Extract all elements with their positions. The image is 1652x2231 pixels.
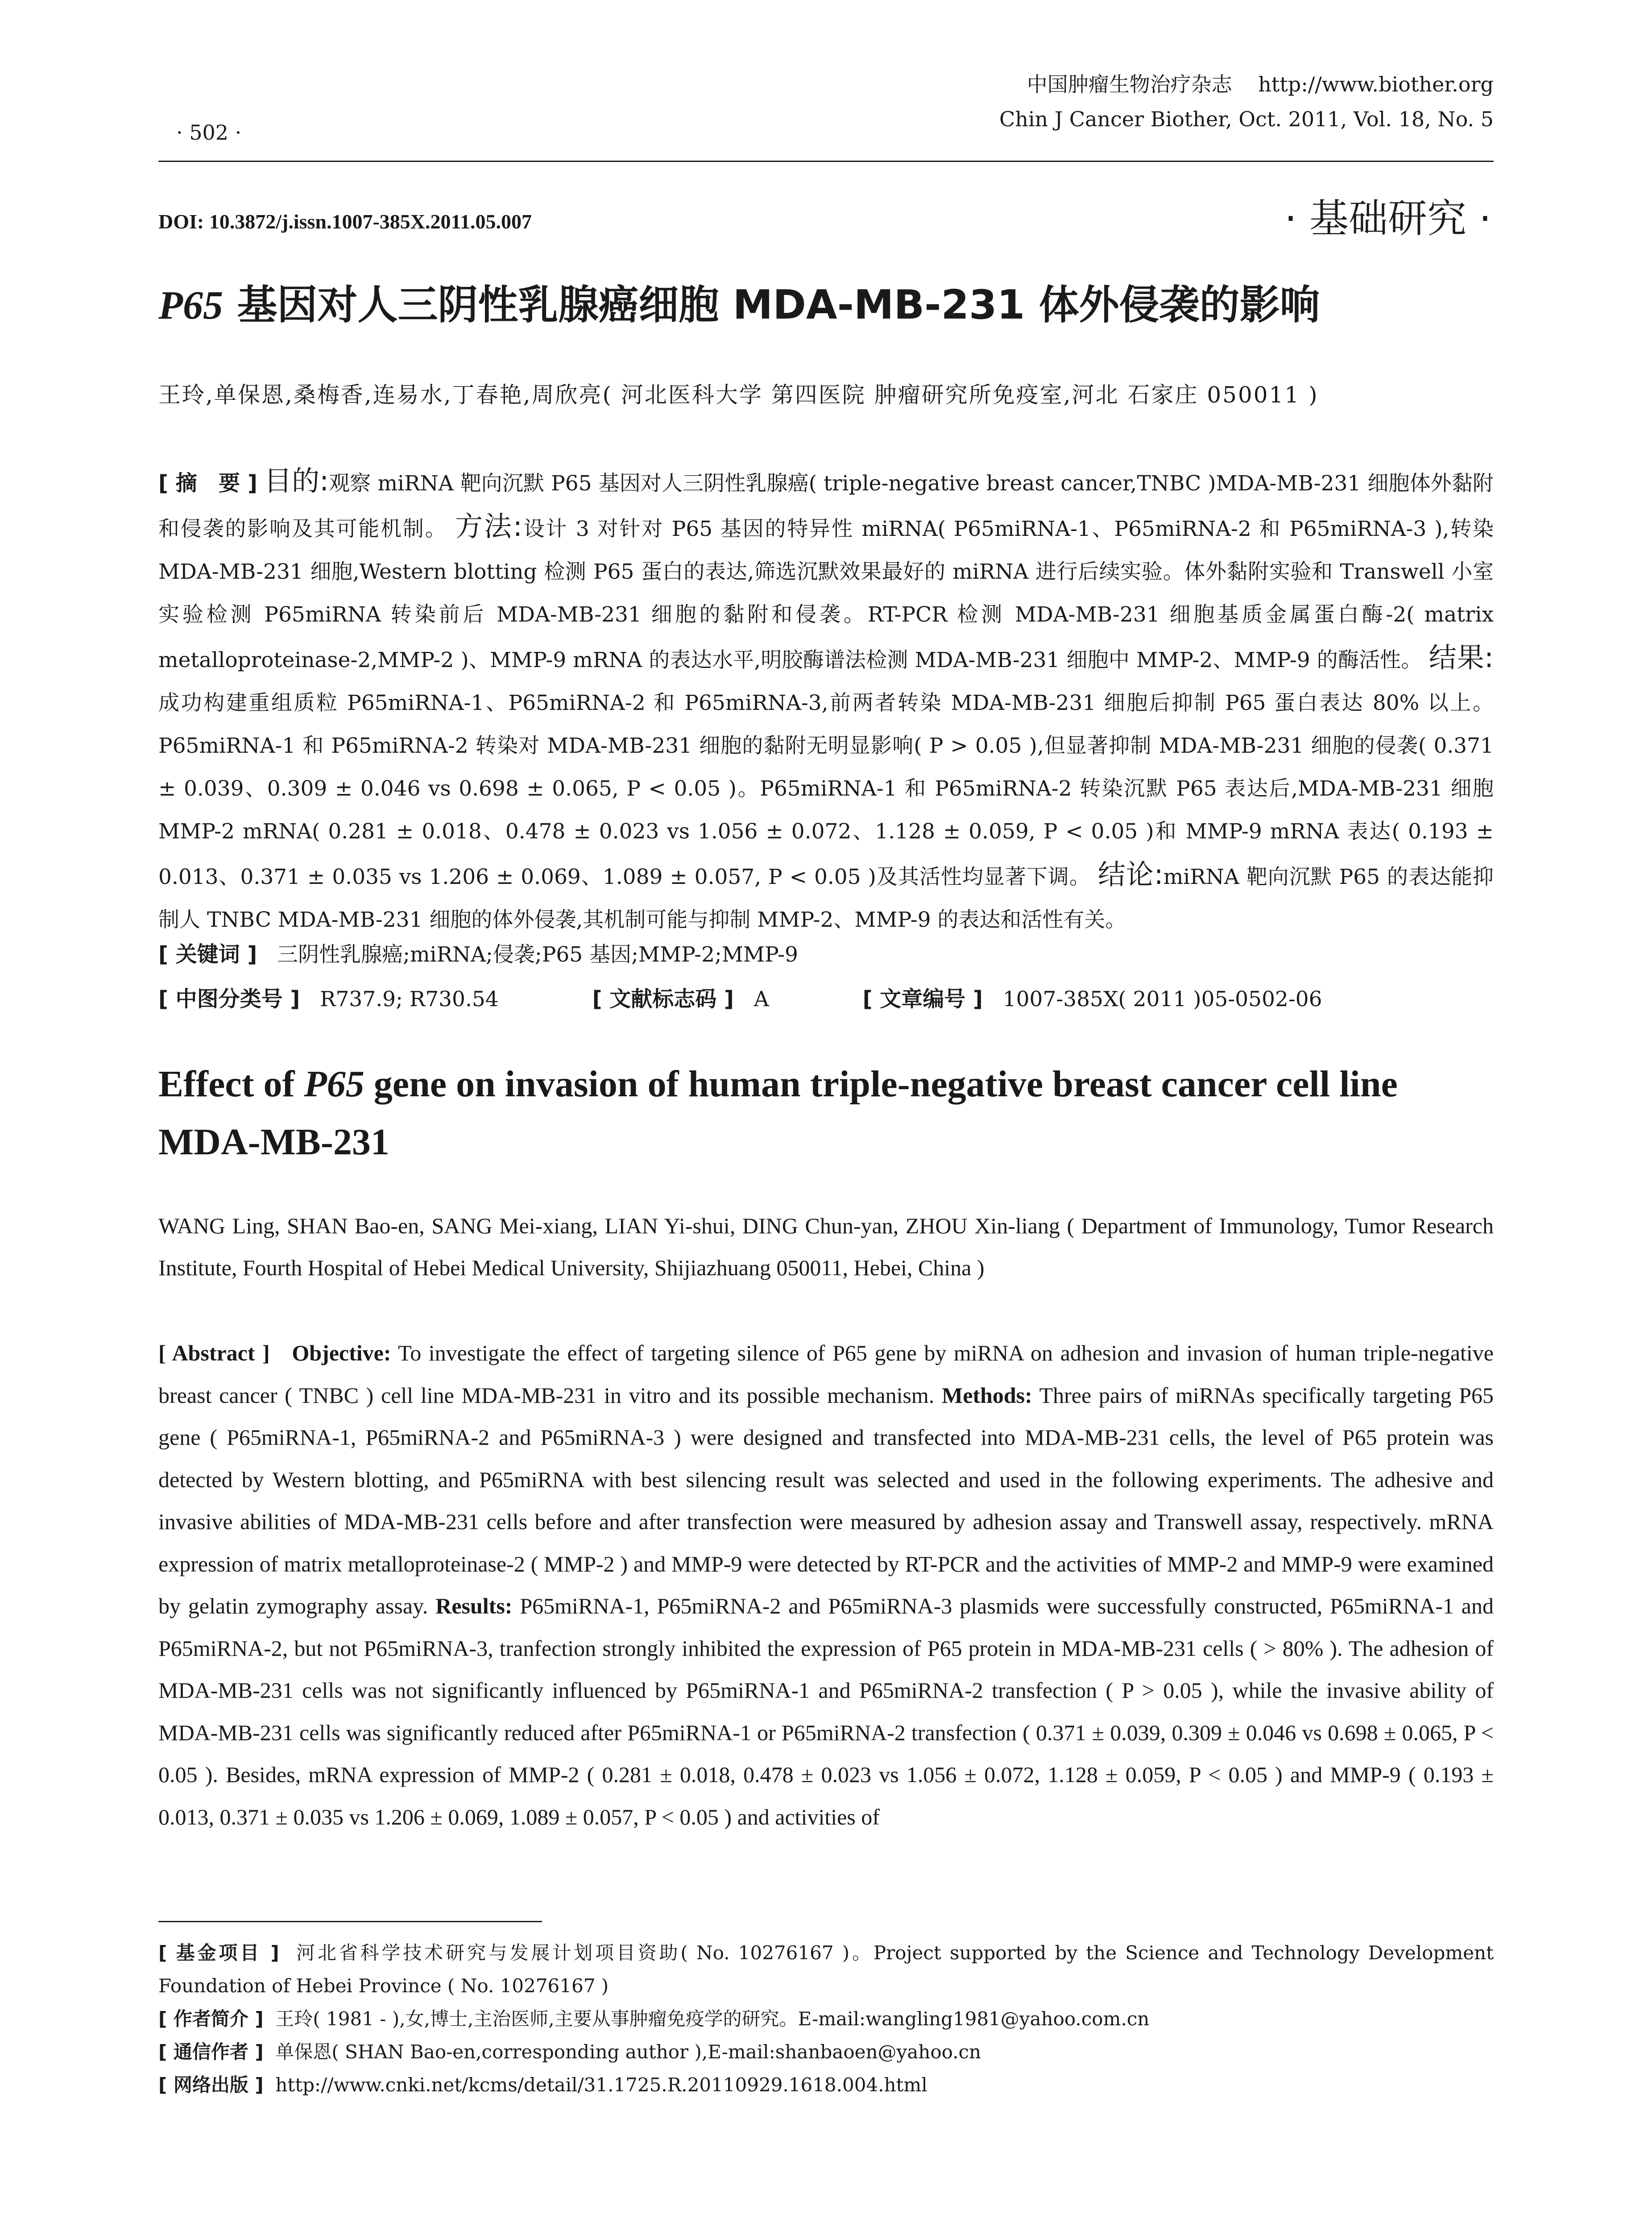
clc-value: R737.9; R730.54	[320, 987, 499, 1012]
abstract-en-methods-head: Methods:	[942, 1382, 1032, 1408]
footnote-rule	[158, 1921, 542, 1922]
footnote-online	[158, 2069, 1494, 2102]
header-rule	[158, 161, 1494, 162]
title-cn-rest: 基因对人三阴性乳腺癌细胞 MDA-MB-231 体外侵袭的影响	[223, 282, 1320, 328]
abstract-cn-methods: 设计 3 对针对 P65 基因的特异性 miRNA( P65miRNA-1、P65miRNA-2 和 P65miRNA-3 ),转染 MDA-MB-231 细胞,Western blotting 检测 P65 蛋白的表达,筛选沉默效果最好的 miRNA 进行后续实验。体外黏附实验和 Transwell 小室实验检测 P65miRNA 转染前后 MDA-MB-231 细胞的黏附和侵袭。RT-PCR 检测 MDA-MB-231 细胞基质金属蛋白酶-2( matrix metalloproteinase-2,MMP-2 )、MMP-9 mRNA 的表达水平,明胶酶谱法检测 MDA-MB-231 细胞中 MMP-2、MMP-9 的酶活性。	[158, 517, 1494, 672]
abstract-cn-results: 成功构建重组质粒 P65miRNA-1、P65miRNA-2 和 P65miRNA-3,前两者转染 MDA-MB-231 细胞后抑制 P65 蛋白表达 80% 以上。P65miRNA-1 和 P65miRNA-2 转染对 MDA-MB-231 细胞的黏附无明显影响( P > 0.05 ),但显著抑制 MDA-MB-231 细胞的侵袭( 0.371 ± 0.039、0.309 ± 0.046 vs 0.698 ± 0.065, P < 0.05 )。P65miRNA-1 和 P65miRNA-2 转染沉默 P65 表达后,MDA-MB-231 细胞 MMP-2 mRNA( 0.281 ± 0.018、0.478 ± 0.023 vs 1.056 ± 0.072、1.128 ± 0.059, P < 0.05 )和 MMP-9 mRNA 表达( 0.193 ± 0.013、0.371 ± 0.035 vs 1.206 ± 0.069、1.089 ± 0.057, P < 0.05 )及其活性均显著下调。	[158, 691, 1494, 889]
classification-line	[158, 982, 1494, 1012]
abstract-en-objective: To investigate the effect of targeting silence of P65 gene by miRNA on adhesion and invasion of human triple-negative breast cancer ( TNBC ) cell line MDA-MB-231 in vitro and its possible mechanism.	[158, 1340, 1494, 1408]
keywords-text: 三阴性乳腺癌;miRNA;侵袭;P65 基因;MMP-2;MMP-9	[277, 942, 798, 967]
title-en	[158, 1055, 1494, 1171]
journal-url[interactable]: http://www.biother.org	[1258, 72, 1494, 96]
section-tag: · 基础研究 ·	[1284, 195, 1491, 241]
article-no-label: [ 文章编号 ]	[862, 987, 983, 1012]
abstract-cn-conclusion: miRNA 靶向沉默 P65 的表达能抑制人 TNBC MDA-MB-231 细胞的体外侵袭,其机制可能与抑制 MMP-2、MMP-9 的表达和活性有关。	[158, 865, 1494, 932]
fund-label: [ 基金项目 ]	[158, 1942, 279, 1964]
keywords-cn	[158, 937, 1494, 968]
doi[interactable]: DOI: 10.3872/j.issn.1007-385X.2011.05.007	[158, 210, 532, 233]
corresponding-label: [ 通信作者 ]	[158, 2041, 264, 2063]
abstract-cn-conclusion-head: 结论:	[1097, 858, 1163, 891]
clc-label: [ 中图分类号 ]	[158, 987, 300, 1012]
author-bio-text: 王玲( 1981 - ),女,博士,主治医师,主要从事肿瘤免疫学的研究。E-mail:wangling1981@yahoo.com.cn	[275, 2008, 1150, 2030]
abstract-cn-objective: 观察 miRNA 靶向沉默 P65 基因对人三阴性乳腺癌( triple-negative breast cancer,TNBC )MDA-MB-231 细胞体外黏附和侵袭的影响及其可能机制。	[158, 471, 1494, 541]
title-cn	[158, 272, 1320, 330]
footnotes	[158, 1937, 1494, 2102]
abstract-en-label: [ Abstract ]	[158, 1340, 270, 1365]
authors-en: WANG Ling, SHAN Bao-en, SANG Mei-xiang, LIAN Yi-shui, DING Chun-yan, ZHOU Xin-liang ( Department of Immunology, Tumor Research Institute, Fourth Hospital of Hebei Medical University, Shijiazhuang 050011, Hebei, China )	[158, 1213, 1494, 1280]
abstract-en-results-head: Results:	[435, 1593, 513, 1618]
abstract-en	[158, 1332, 1494, 1838]
footnote-author	[158, 2003, 1494, 2036]
page-number: · 502 ·	[176, 120, 242, 145]
header-journal-line	[999, 67, 1494, 102]
doc-code-value: A	[754, 987, 769, 1012]
abstract-en-results: P65miRNA-1, P65miRNA-2 and P65miRNA-3 plasmids were successfully constructed, P65miRNA-1 and P65miRNA-2, but not P65miRNA-3, tranfection strongly inhibited the expression of P65 protein in MDA-MB-231 cells ( > 80% ). The adhesion of MDA-MB-231 cells was not significantly influenced by P65miRNA-1 and P65miRNA-2 transfection ( P > 0.05 ), while the invasive ability of MDA-MB-231 cells was significantly reduced after P65miRNA-1 or P65miRNA-2 transfection ( 0.371 ± 0.039, 0.309 ± 0.046 vs 0.698 ± 0.065, P < 0.05 ). Besides, mRNA expression of MMP-2 ( 0.281 ± 0.018, 0.478 ± 0.023 vs 1.056 ± 0.072, 1.128 ± 0.059, P < 0.05 ) and MMP-9 ( 0.193 ± 0.013, 0.371 ± 0.035 vs 1.206 ± 0.069, 1.089 ± 0.057, P < 0.05 ) and activities of	[158, 1593, 1494, 1829]
journal-citation: Chin J Cancer Biother, Oct. 2011, Vol. 18, No. 5	[999, 107, 1494, 131]
title-en-gene: P65	[304, 1063, 364, 1105]
abstract-en-objective-head: Objective:	[292, 1340, 391, 1365]
abstract-cn	[158, 460, 1494, 941]
online-url[interactable]: http://www.cnki.net/kcms/detail/31.1725.R.20110929.1618.004.html	[275, 2074, 927, 2096]
journal-title-cn: 中国肿瘤生物治疗杂志	[1027, 72, 1232, 96]
article-no-value: 1007-385X( 2011 )05-0502-06	[1002, 987, 1322, 1012]
title-en-part2: gene on invasion of human triple-negative breast cancer cell line MDA-MB-231	[158, 1063, 1398, 1163]
author-bio-label: [ 作者简介 ]	[158, 2008, 264, 2030]
fund-text: 河北省科学技术研究与发展计划项目资助( No. 10276167 )。Project supported by the Science and Technology Development Foundation of Hebei Province ( No. 10276167 )	[158, 1942, 1494, 1997]
abstract-cn-results-head: 结果:	[1428, 641, 1494, 674]
abstract-cn-label: [ 摘 要 ]	[158, 471, 257, 496]
keywords-label: [ 关键词 ]	[158, 942, 257, 967]
abstract-cn-methods-head: 方法:	[455, 510, 522, 543]
abstract-en-methods: Three pairs of miRNAs specifically targeting P65 gene ( P65miRNA-1, P65miRNA-2 and P65miRNA-3 ) were designed and transfected into MDA-MB-231 cells, the level of P65 protein was detected by Western blotting, and P65miRNA with best silencing result was selected and used in the following experiments. The adhesive and invasive abilities of MDA-MB-231 cells before and after transfection were measured by adhesion assay and Transwell assay, respectively. mRNA expression of matrix metalloproteinase-2 ( MMP-2 ) and MMP-9 were detected by RT-PCR and the activities of MMP-2 and MMP-9 were examined by gelatin zymography assay.	[158, 1382, 1494, 1618]
title-en-part1: Effect of	[158, 1063, 304, 1105]
abstract-cn-objective-head: 目的:	[264, 464, 329, 497]
footnote-fund	[158, 1937, 1494, 2003]
footnote-corresponding	[158, 2036, 1494, 2069]
corresponding-text: 单保恩( SHAN Bao-en,corresponding author ),E-mail:shanbaoen@yahoo.cn	[275, 2041, 981, 2063]
title-cn-gene: P65	[158, 283, 223, 328]
online-label: [ 网络出版 ]	[158, 2074, 264, 2096]
running-header	[999, 67, 1494, 137]
doc-code-label: [ 文献标志码 ]	[592, 987, 734, 1012]
authors-cn: 王玲,单保恩,桑梅香,连易水,丁春艳,周欣亮( 河北医科大学 第四医院 肿瘤研究所免疫室,河北 石家庄 050011 )	[158, 382, 1319, 408]
